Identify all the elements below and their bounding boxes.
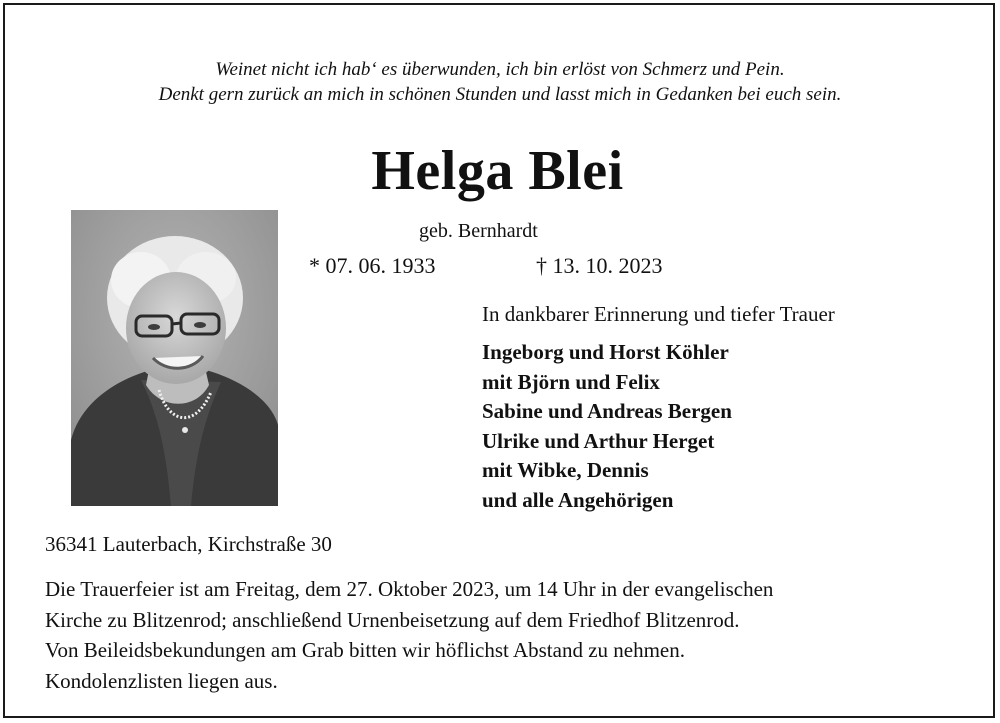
mourner-line: mit Björn und Felix	[482, 369, 660, 394]
funeral-notice	[45, 574, 773, 696]
notice-line: Kondolenzlisten liegen aus.	[45, 668, 278, 693]
address: 36341 Lauterbach, Kirchstraße 30	[45, 532, 332, 556]
mourner-line: Ulrike und Arthur Herget	[482, 428, 715, 453]
notice-line: Von Beileidsbekundungen am Grab bitten wir höflichst Abstand zu nehmen.	[45, 638, 685, 662]
birth-date: * 07. 06. 1933	[309, 253, 436, 278]
verse-quote	[0, 57, 1000, 107]
mourning-intro: In dankbarer Erinnerung und tiefer Trauer	[482, 302, 835, 326]
mourner-line: mit Wibke, Dennis	[482, 458, 649, 482]
verse-line-2: Denkt gern zurück an mich in schönen Stunden und lasst mich in Gedanken bei euch sein.	[158, 84, 842, 105]
notice-line: Die Trauerfeier ist am Freitag, dem 27. Oktober 2023, um 14 Uhr in der evangelischen	[45, 577, 774, 601]
death-date: † 13. 10. 2023	[536, 253, 663, 278]
mourner-line: Sabine und Andreas Bergen	[482, 399, 732, 423]
mourners-list	[482, 338, 732, 515]
birth-name: geb. Bernhardt	[419, 220, 538, 242]
portrait-photo	[71, 210, 278, 506]
notice-line: Kirche zu Blitzenrod; anschließend Urnenbeisetzung auf dem Friedhof Blitzenrod.	[45, 607, 740, 632]
mourner-line: und alle Angehörigen	[482, 487, 674, 512]
deceased-name: Helga Blei	[371, 140, 624, 202]
mourner-line: Ingeborg und Horst Köhler	[482, 340, 729, 364]
verse-line-1: Weinet nicht ich hab‘ es überwunden, ich bin erlöst von Schmerz und Pein.	[215, 59, 785, 80]
portrait-photo-graphic	[71, 210, 278, 506]
